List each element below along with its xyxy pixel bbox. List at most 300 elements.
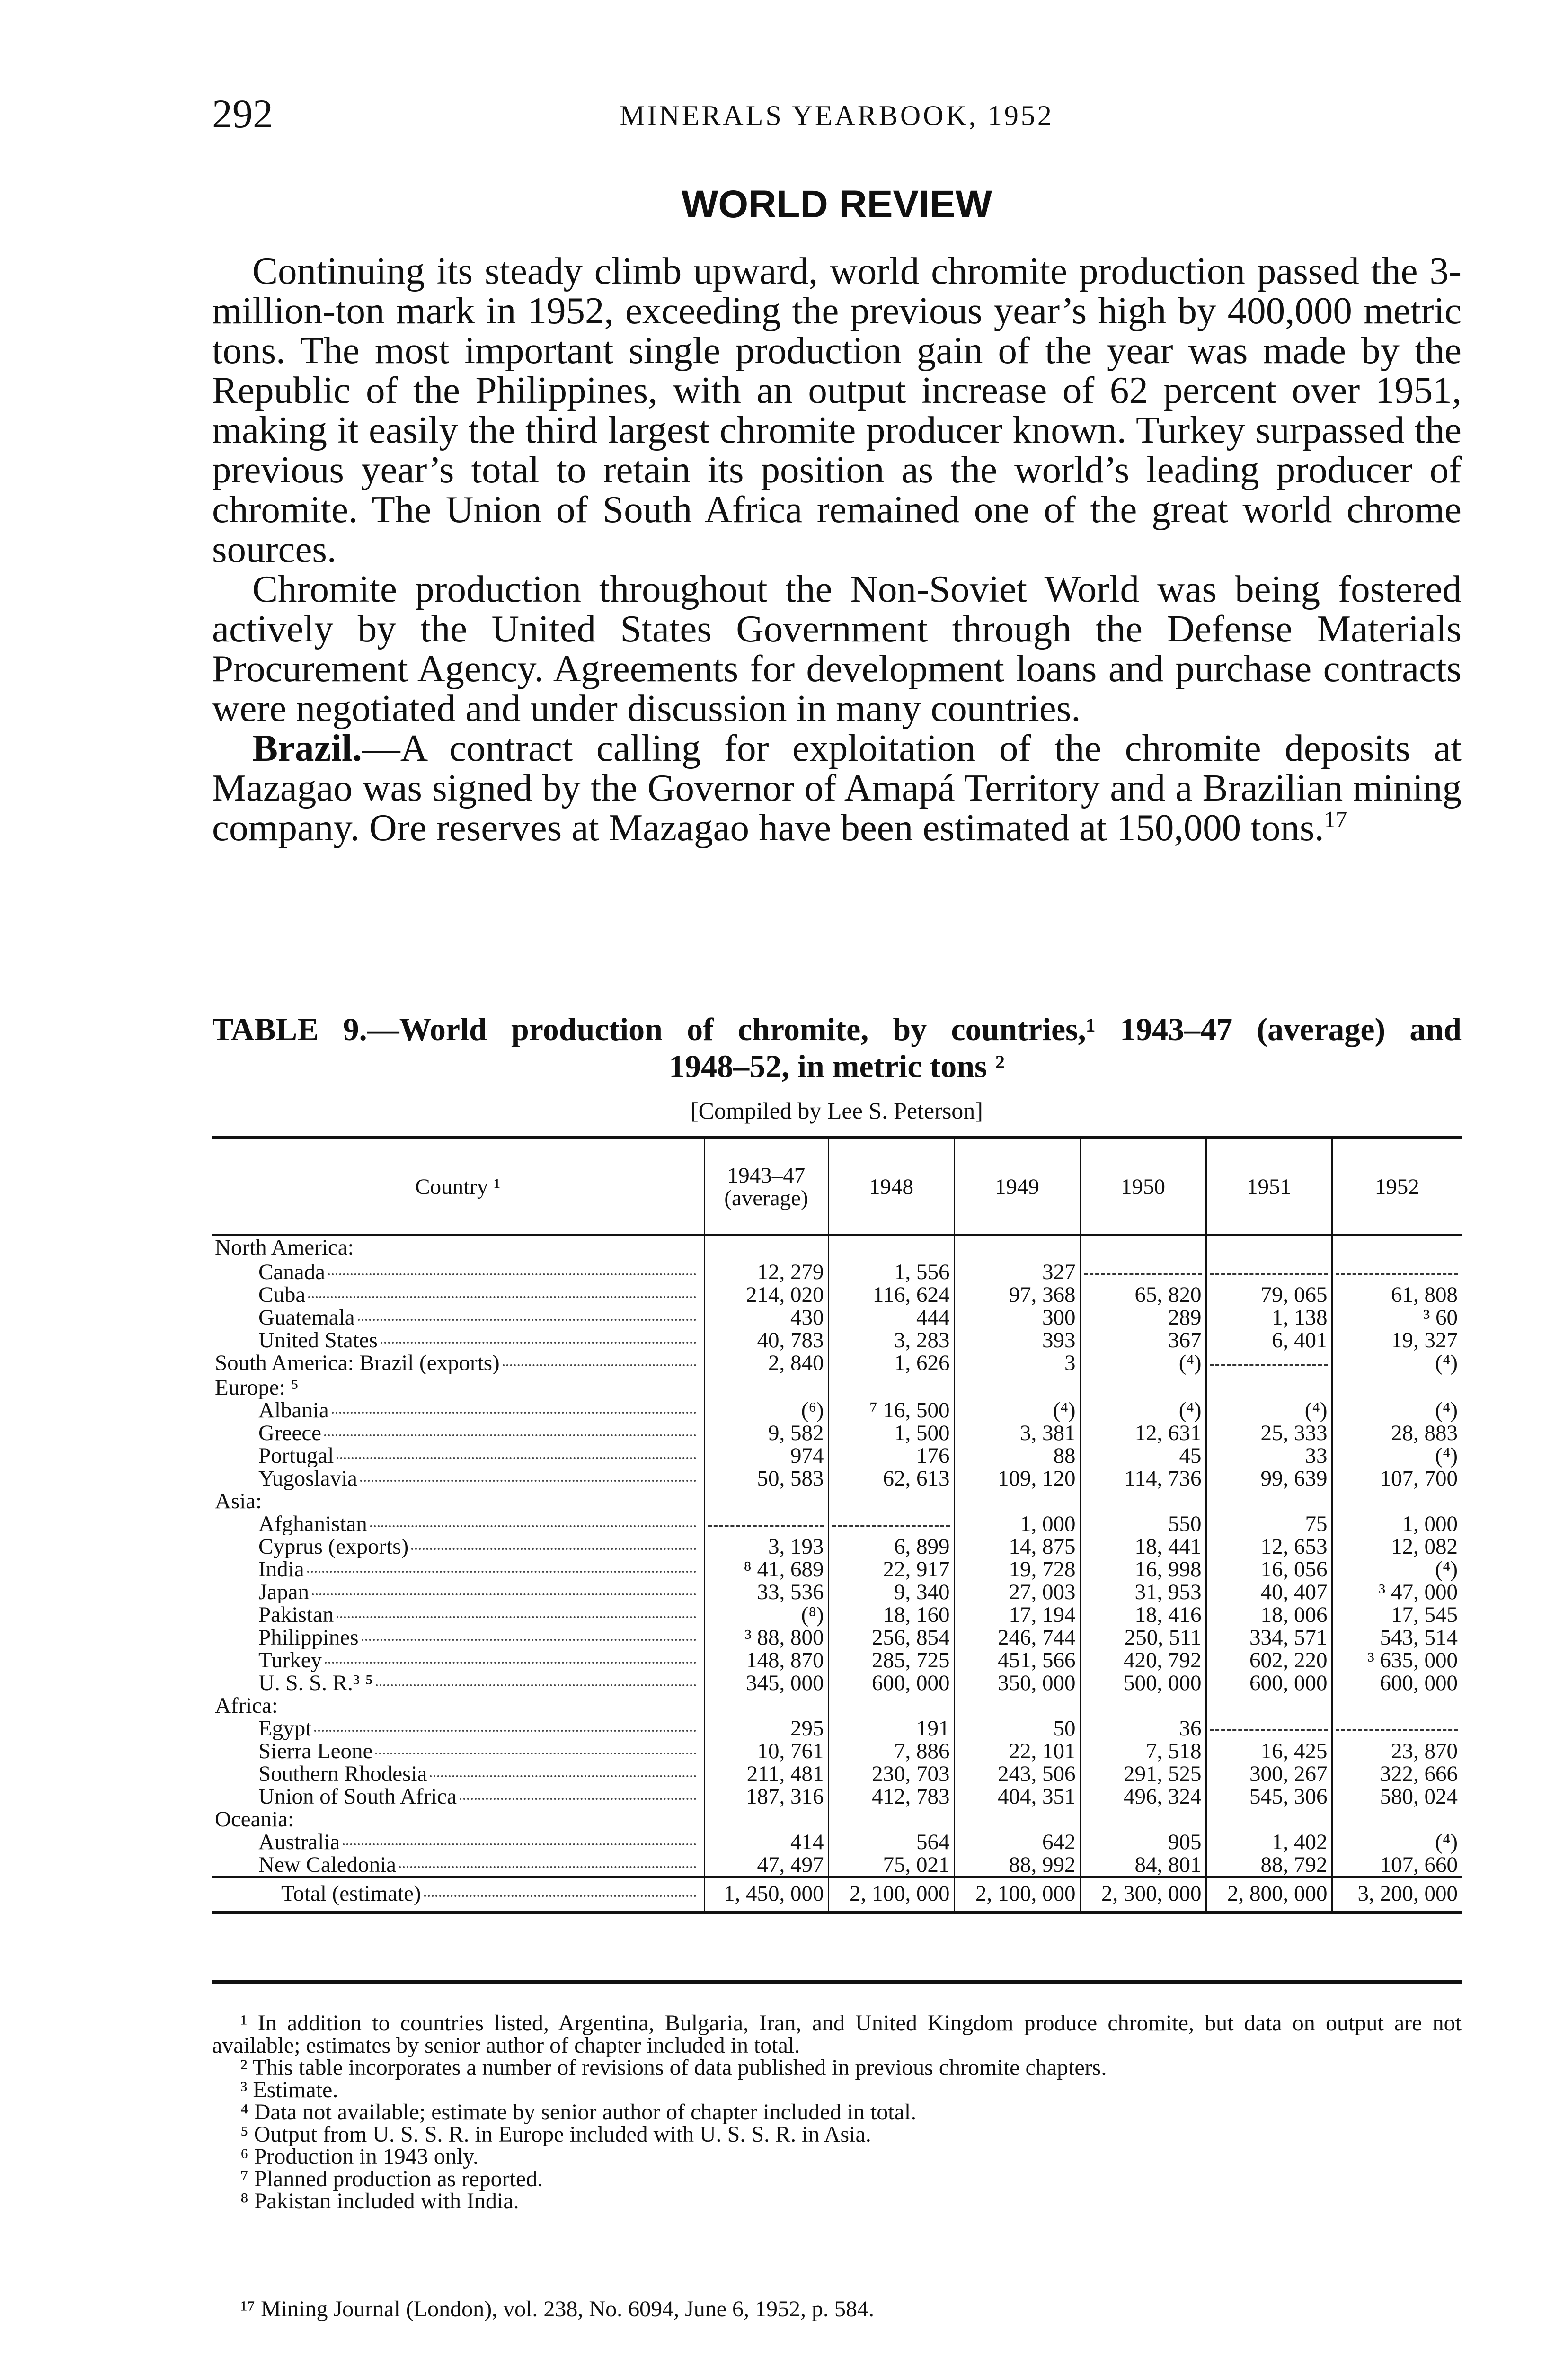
column-header-1948: 1948 xyxy=(828,1138,954,1236)
table-row xyxy=(212,1352,1462,1376)
value-cell: 2, 800, 000 xyxy=(1206,1877,1332,1913)
leader-dots xyxy=(503,1364,696,1366)
table-row xyxy=(212,1717,1462,1740)
country-cell xyxy=(212,1422,704,1444)
value-cell: 291, 525 xyxy=(1080,1762,1206,1785)
country-cell xyxy=(212,1535,704,1558)
country-cell xyxy=(212,1513,704,1535)
country-label: United States xyxy=(258,1329,378,1352)
value-cell: ³ 47, 000 xyxy=(1332,1581,1462,1603)
leader-dots xyxy=(358,1319,696,1321)
leader-dots xyxy=(362,1639,696,1641)
value-cell: 430 xyxy=(704,1306,828,1329)
source-footnote: ¹⁷ Mining Journal (London), vol. 238, No. 6094, June 6, 1952, p. 584. xyxy=(240,2296,875,2322)
table-row xyxy=(212,1740,1462,1762)
table-total-row xyxy=(212,1877,1462,1913)
value-cell: (⁸) xyxy=(704,1603,828,1626)
page-header xyxy=(212,90,1462,147)
table-row xyxy=(212,1762,1462,1785)
value-cell: 1, 500 xyxy=(828,1422,954,1444)
table-group-row xyxy=(212,1808,1462,1831)
country-label: Cuba xyxy=(258,1283,306,1306)
country-cell xyxy=(212,1399,704,1422)
country-label: Albania xyxy=(258,1399,329,1422)
value-cell xyxy=(1206,1261,1332,1283)
value-cell: 61, 808 xyxy=(1332,1283,1462,1306)
value-cell: 22, 101 xyxy=(954,1740,1080,1762)
value-cell: 496, 324 xyxy=(1080,1785,1206,1808)
value-cell xyxy=(1332,1376,1462,1399)
value-cell: 23, 870 xyxy=(1332,1740,1462,1762)
country-label: Egypt xyxy=(258,1717,312,1740)
table-row xyxy=(212,1422,1462,1444)
no-data-dash xyxy=(832,1525,950,1527)
table-row xyxy=(212,1831,1462,1853)
value-cell xyxy=(1332,1717,1462,1740)
value-cell: 642 xyxy=(954,1831,1080,1853)
leader-dots xyxy=(325,1662,696,1664)
value-cell: 36 xyxy=(1080,1717,1206,1740)
country-cell xyxy=(212,1717,704,1740)
page-number: 292 xyxy=(212,91,273,136)
value-cell: 600, 000 xyxy=(1332,1672,1462,1694)
value-cell: 9, 582 xyxy=(704,1422,828,1444)
footnote-ref: 17 xyxy=(1324,807,1347,832)
value-cell: 22, 917 xyxy=(828,1558,954,1581)
value-cell: 602, 220 xyxy=(1206,1649,1332,1672)
country-cell xyxy=(212,1558,704,1581)
value-cell xyxy=(1080,1808,1206,1831)
value-cell xyxy=(1080,1376,1206,1399)
no-data-dash xyxy=(1210,1273,1328,1275)
value-cell: 47, 497 xyxy=(704,1853,828,1877)
table-caption-line: TABLE 9.—World production of chromite, by countries,¹ 1943–47 (average) and xyxy=(212,1011,1462,1047)
column-header-1950: 1950 xyxy=(1080,1138,1206,1236)
table-compiled-by: [Compiled by Lee S. Peterson] xyxy=(691,1097,983,1124)
value-cell: 176 xyxy=(828,1444,954,1467)
table-row xyxy=(212,1467,1462,1490)
value-cell xyxy=(704,1376,828,1399)
value-cell: (⁴) xyxy=(1332,1558,1462,1581)
table-row xyxy=(212,1853,1462,1877)
value-cell xyxy=(954,1694,1080,1717)
value-cell: 16, 998 xyxy=(1080,1558,1206,1581)
value-cell: 12, 082 xyxy=(1332,1535,1462,1558)
leader-dots xyxy=(337,1457,696,1459)
table-row xyxy=(212,1329,1462,1352)
country-cell xyxy=(212,1235,704,1261)
value-cell: 256, 854 xyxy=(828,1626,954,1649)
leader-dots xyxy=(308,1296,696,1298)
leader-dots xyxy=(332,1412,696,1414)
table-row xyxy=(212,1444,1462,1467)
value-cell: 250, 511 xyxy=(1080,1626,1206,1649)
value-cell: 300 xyxy=(954,1306,1080,1329)
no-data-dash xyxy=(1336,1273,1458,1275)
value-cell: 444 xyxy=(828,1306,954,1329)
column-header-1952: 1952 xyxy=(1332,1138,1462,1236)
no-data-dash xyxy=(708,1525,824,1527)
table-row xyxy=(212,1581,1462,1603)
value-cell: 404, 351 xyxy=(954,1785,1080,1808)
value-cell: (⁴) xyxy=(1332,1444,1462,1467)
country-cell xyxy=(212,1672,704,1694)
value-cell xyxy=(704,1808,828,1831)
value-cell: 2, 300, 000 xyxy=(1080,1877,1206,1913)
value-cell: 564 xyxy=(828,1831,954,1853)
value-cell: ³ 635, 000 xyxy=(1332,1649,1462,1672)
value-cell: 211, 481 xyxy=(704,1762,828,1785)
table-row xyxy=(212,1603,1462,1626)
country-cell xyxy=(212,1376,704,1399)
value-cell: 12, 279 xyxy=(704,1261,828,1283)
country-label: Japan xyxy=(258,1581,310,1603)
value-cell xyxy=(1206,1235,1332,1261)
group-label: Europe: ⁵ xyxy=(215,1375,299,1400)
country-cell xyxy=(212,1467,704,1490)
value-cell: 25, 333 xyxy=(1206,1422,1332,1444)
value-cell: 18, 441 xyxy=(1080,1535,1206,1558)
value-cell: 2, 100, 000 xyxy=(828,1877,954,1913)
value-cell xyxy=(828,1235,954,1261)
value-cell: 214, 020 xyxy=(704,1283,828,1306)
value-cell: (⁴) xyxy=(1332,1352,1462,1376)
country-cell xyxy=(212,1740,704,1762)
value-cell: 974 xyxy=(704,1444,828,1467)
no-data-dash xyxy=(1336,1729,1458,1731)
value-cell: 1, 000 xyxy=(954,1513,1080,1535)
footnote-rule xyxy=(212,1980,1462,1984)
country-cell xyxy=(212,1329,704,1352)
value-cell xyxy=(704,1490,828,1513)
value-cell xyxy=(1206,1694,1332,1717)
country-label: Turkey xyxy=(258,1649,322,1672)
value-cell xyxy=(1080,1235,1206,1261)
value-cell xyxy=(954,1808,1080,1831)
country-cell xyxy=(212,1352,704,1376)
value-cell: 327 xyxy=(954,1261,1080,1283)
value-cell: 7, 886 xyxy=(828,1740,954,1762)
group-label: Oceania: xyxy=(215,1807,294,1832)
paragraph xyxy=(212,728,1462,847)
value-cell: 600, 000 xyxy=(1206,1672,1332,1694)
value-cell xyxy=(954,1376,1080,1399)
value-cell: 500, 000 xyxy=(1080,1672,1206,1694)
country-cell xyxy=(212,1649,704,1672)
leader-dots xyxy=(375,1753,696,1754)
country-label: Yugoslavia xyxy=(258,1467,357,1490)
value-cell: 18, 006 xyxy=(1206,1603,1332,1626)
table-row xyxy=(212,1649,1462,1672)
value-cell: 45 xyxy=(1080,1444,1206,1467)
value-cell: 393 xyxy=(954,1329,1080,1352)
value-cell: (⁴) xyxy=(1080,1352,1206,1376)
value-cell: 18, 160 xyxy=(828,1603,954,1626)
leader-dots xyxy=(343,1843,696,1845)
country-cell xyxy=(212,1603,704,1626)
country-label: Southern Rhodesia xyxy=(258,1762,427,1785)
value-cell: 40, 783 xyxy=(704,1329,828,1352)
country-cell xyxy=(212,1283,704,1306)
country-label: India xyxy=(258,1558,304,1581)
country-cell xyxy=(212,1694,704,1717)
value-cell xyxy=(828,1808,954,1831)
country-label: Union of South Africa xyxy=(258,1785,457,1808)
column-header-1943-47: 1943–47 (average) xyxy=(704,1138,828,1236)
value-cell xyxy=(1206,1717,1332,1740)
country-cell xyxy=(212,1877,704,1913)
leader-dots xyxy=(376,1684,696,1686)
value-cell: (⁴) xyxy=(1080,1399,1206,1422)
value-cell: 28, 883 xyxy=(1332,1422,1462,1444)
value-cell: 2, 840 xyxy=(704,1352,828,1376)
paragraph: Chromite production throughout the Non-Soviet World was being fostered actively by the United States Government through the Defense Materials Procurement Agency. Agreements for development loans and purchase contracts were negotiated and under discussion in many countries. xyxy=(212,568,1462,730)
country-label: Greece xyxy=(258,1422,322,1444)
country-label: U. S. S. R.³ ⁵ xyxy=(258,1672,373,1694)
paragraph-lead: Brazil. xyxy=(252,727,362,769)
value-cell xyxy=(1332,1235,1462,1261)
value-cell: 97, 368 xyxy=(954,1283,1080,1306)
value-cell: 230, 703 xyxy=(828,1762,954,1785)
paragraph-text: —A contract calling for exploitation of the chromite deposits at Mazagao was signed by the Governor of Amapá Territory and a Brazilian mining company. Ore reserves at Mazagao have been estimated at 150,000 tons. xyxy=(212,727,1462,849)
value-cell xyxy=(1332,1490,1462,1513)
footnote: ² This table incorporates a number of revisions of data published in previous chromite chapters. xyxy=(240,2055,1107,2080)
value-cell: ⁷ 16, 500 xyxy=(828,1399,954,1422)
value-cell: 1, 402 xyxy=(1206,1831,1332,1853)
country-cell xyxy=(212,1808,704,1831)
table-group-row xyxy=(212,1376,1462,1399)
value-cell xyxy=(828,1513,954,1535)
value-cell: 7, 518 xyxy=(1080,1740,1206,1762)
country-cell xyxy=(212,1306,704,1329)
table-row xyxy=(212,1283,1462,1306)
country-label: Afghanistan xyxy=(258,1513,367,1535)
country-label: South America: Brazil (exports) xyxy=(215,1352,500,1374)
value-cell: 79, 065 xyxy=(1206,1283,1332,1306)
value-cell xyxy=(828,1490,954,1513)
footnote: ¹ In addition to countries listed, Argentina, Bulgaria, Iran, and United Kingdom produce chromite, but data on output are not available; estimates by senior author of chapter included in total. xyxy=(212,2011,1462,2058)
country-label: Portugal xyxy=(258,1444,334,1467)
leader-dots xyxy=(411,1548,696,1550)
value-cell: 107, 700 xyxy=(1332,1467,1462,1490)
value-cell: 414 xyxy=(704,1831,828,1853)
leader-dots xyxy=(337,1616,696,1618)
leader-dots xyxy=(307,1571,696,1573)
value-cell: 2, 100, 000 xyxy=(954,1877,1080,1913)
value-cell: 1, 450, 000 xyxy=(704,1877,828,1913)
value-cell xyxy=(1332,1694,1462,1717)
value-cell: 3 xyxy=(954,1352,1080,1376)
country-cell xyxy=(212,1626,704,1649)
table-row xyxy=(212,1306,1462,1329)
value-cell: 545, 306 xyxy=(1206,1785,1332,1808)
leader-dots xyxy=(460,1798,696,1800)
value-cell: 88 xyxy=(954,1444,1080,1467)
country-cell xyxy=(212,1261,704,1283)
value-cell: 187, 316 xyxy=(704,1785,828,1808)
table-caption xyxy=(212,1011,1462,1085)
value-cell: 65, 820 xyxy=(1080,1283,1206,1306)
value-cell xyxy=(828,1694,954,1717)
value-cell xyxy=(1080,1694,1206,1717)
value-cell: 3, 283 xyxy=(828,1329,954,1352)
value-cell: 33 xyxy=(1206,1444,1332,1467)
value-cell: 40, 407 xyxy=(1206,1581,1332,1603)
value-cell: 350, 000 xyxy=(954,1672,1080,1694)
value-cell xyxy=(1206,1490,1332,1513)
value-cell: 1, 626 xyxy=(828,1352,954,1376)
value-cell: 17, 545 xyxy=(1332,1603,1462,1626)
value-cell xyxy=(1206,1376,1332,1399)
value-cell: 246, 744 xyxy=(954,1626,1080,1649)
country-cell xyxy=(212,1490,704,1513)
value-cell xyxy=(704,1235,828,1261)
value-cell xyxy=(1206,1808,1332,1831)
leader-dots xyxy=(328,1273,696,1275)
value-cell: 116, 624 xyxy=(828,1283,954,1306)
value-cell: 451, 566 xyxy=(954,1649,1080,1672)
value-cell: (⁴) xyxy=(1206,1399,1332,1422)
value-cell: 84, 801 xyxy=(1080,1853,1206,1877)
table-row xyxy=(212,1785,1462,1808)
value-cell: 322, 666 xyxy=(1332,1762,1462,1785)
value-cell xyxy=(954,1235,1080,1261)
value-cell: 289 xyxy=(1080,1306,1206,1329)
value-cell: 18, 416 xyxy=(1080,1603,1206,1626)
value-cell: (⁴) xyxy=(1332,1831,1462,1853)
footnote: ⁵ Output from U. S. S. R. in Europe included with U. S. S. R. in Asia. xyxy=(240,2122,871,2147)
value-cell xyxy=(1206,1352,1332,1376)
value-cell: 107, 660 xyxy=(1332,1853,1462,1877)
value-cell: 88, 792 xyxy=(1206,1853,1332,1877)
leader-dots xyxy=(324,1434,696,1436)
value-cell: 6, 899 xyxy=(828,1535,954,1558)
value-cell xyxy=(954,1490,1080,1513)
table-body xyxy=(212,1235,1462,1913)
no-data-dash xyxy=(1210,1729,1328,1731)
value-cell: 88, 992 xyxy=(954,1853,1080,1877)
value-cell: 1, 556 xyxy=(828,1261,954,1283)
country-label: Canada xyxy=(258,1261,325,1283)
table-group-row xyxy=(212,1490,1462,1513)
table-header-row xyxy=(212,1138,1462,1236)
value-cell: 412, 783 xyxy=(828,1785,954,1808)
paragraph: Continuing its steady climb upward, world chromite production passed the 3-million-ton mark in 1952, exceeding the previous year’s high by 400,000 metric tons. The most important single production gain of the year was made by the Republic of the Philippines, with an output increase of 62 percent over 1951, making it easily the third largest chromite producer known. Turkey surpassed the previous year’s total to retain its position as the world’s leading producer of chromite. The Union of South Africa remained one of the great world chrome sources. xyxy=(212,249,1462,570)
running-title: MINERALS YEARBOOK, 1952 xyxy=(620,100,1054,131)
country-label: Sierra Leone xyxy=(258,1740,373,1762)
leader-dots xyxy=(314,1730,696,1732)
table-row xyxy=(212,1672,1462,1694)
value-cell: 12, 653 xyxy=(1206,1535,1332,1558)
value-cell: 31, 953 xyxy=(1080,1581,1206,1603)
table-group-row xyxy=(212,1235,1462,1261)
value-cell: 191 xyxy=(828,1717,954,1740)
value-cell: (⁴) xyxy=(1332,1399,1462,1422)
table-footnotes xyxy=(212,2012,1462,2212)
value-cell: 62, 613 xyxy=(828,1467,954,1490)
value-cell: (⁴) xyxy=(954,1399,1080,1422)
value-cell: 285, 725 xyxy=(828,1649,954,1672)
country-cell xyxy=(212,1785,704,1808)
leader-dots xyxy=(381,1342,696,1344)
country-cell xyxy=(212,1831,704,1853)
country-label: Total (estimate) xyxy=(281,1882,421,1905)
body-text xyxy=(212,251,1462,847)
value-cell xyxy=(704,1694,828,1717)
footnote: ⁶ Production in 1943 only. xyxy=(240,2144,478,2169)
leader-dots xyxy=(430,1775,696,1777)
country-label: Philippines xyxy=(258,1626,359,1649)
table-caption-line: 1948–52, in metric tons ² xyxy=(669,1048,1005,1084)
value-cell: 17, 194 xyxy=(954,1603,1080,1626)
footnote: ⁸ Pakistan included with India. xyxy=(240,2189,519,2214)
group-label: Asia: xyxy=(215,1489,262,1513)
value-cell: 9, 340 xyxy=(828,1581,954,1603)
value-cell: ⁸ 41, 689 xyxy=(704,1558,828,1581)
value-cell: 6, 401 xyxy=(1206,1329,1332,1352)
country-cell xyxy=(212,1444,704,1467)
table-group-row xyxy=(212,1694,1462,1717)
column-header-1949: 1949 xyxy=(954,1138,1080,1236)
value-cell: 109, 120 xyxy=(954,1467,1080,1490)
value-cell xyxy=(1332,1261,1462,1283)
value-cell: 367 xyxy=(1080,1329,1206,1352)
value-cell: 16, 056 xyxy=(1206,1558,1332,1581)
table-row xyxy=(212,1558,1462,1581)
leader-dots xyxy=(360,1480,696,1482)
value-cell: 27, 003 xyxy=(954,1581,1080,1603)
value-cell: ³ 60 xyxy=(1332,1306,1462,1329)
no-data-dash xyxy=(1084,1273,1202,1275)
value-cell: 300, 267 xyxy=(1206,1762,1332,1785)
country-cell xyxy=(212,1762,704,1785)
value-cell xyxy=(1332,1808,1462,1831)
value-cell xyxy=(1080,1490,1206,1513)
value-cell: 550 xyxy=(1080,1513,1206,1535)
leader-dots xyxy=(312,1593,696,1595)
value-cell: 3, 200, 000 xyxy=(1332,1877,1462,1913)
no-data-dash xyxy=(1210,1364,1328,1366)
country-label: Australia xyxy=(258,1831,340,1853)
table-row xyxy=(212,1399,1462,1422)
country-label: Guatemala xyxy=(258,1306,355,1329)
value-cell: (⁶) xyxy=(704,1399,828,1422)
value-cell: 99, 639 xyxy=(1206,1467,1332,1490)
value-cell: 1, 138 xyxy=(1206,1306,1332,1329)
table-row xyxy=(212,1261,1462,1283)
value-cell: ³ 88, 800 xyxy=(704,1626,828,1649)
value-cell: 345, 000 xyxy=(704,1672,828,1694)
footnote: ⁷ Planned production as reported. xyxy=(240,2166,543,2191)
section-title: WORLD REVIEW xyxy=(682,183,992,226)
group-label: Africa: xyxy=(215,1693,278,1718)
value-cell xyxy=(704,1513,828,1535)
group-label: North America: xyxy=(215,1235,354,1260)
value-cell: 14, 875 xyxy=(954,1535,1080,1558)
value-cell: 1, 000 xyxy=(1332,1513,1462,1535)
column-header-1951: 1951 xyxy=(1206,1138,1332,1236)
value-cell: 3, 381 xyxy=(954,1422,1080,1444)
table-row xyxy=(212,1626,1462,1649)
value-cell: 3, 193 xyxy=(704,1535,828,1558)
value-cell: 600, 000 xyxy=(828,1672,954,1694)
value-cell: 295 xyxy=(704,1717,828,1740)
value-cell: 243, 506 xyxy=(954,1762,1080,1785)
footnote: ³ Estimate. xyxy=(240,2077,338,2102)
footnote: ⁴ Data not available; estimate by senior author of chapter included in total. xyxy=(240,2100,917,2125)
country-cell xyxy=(212,1581,704,1603)
value-cell: 10, 761 xyxy=(704,1740,828,1762)
